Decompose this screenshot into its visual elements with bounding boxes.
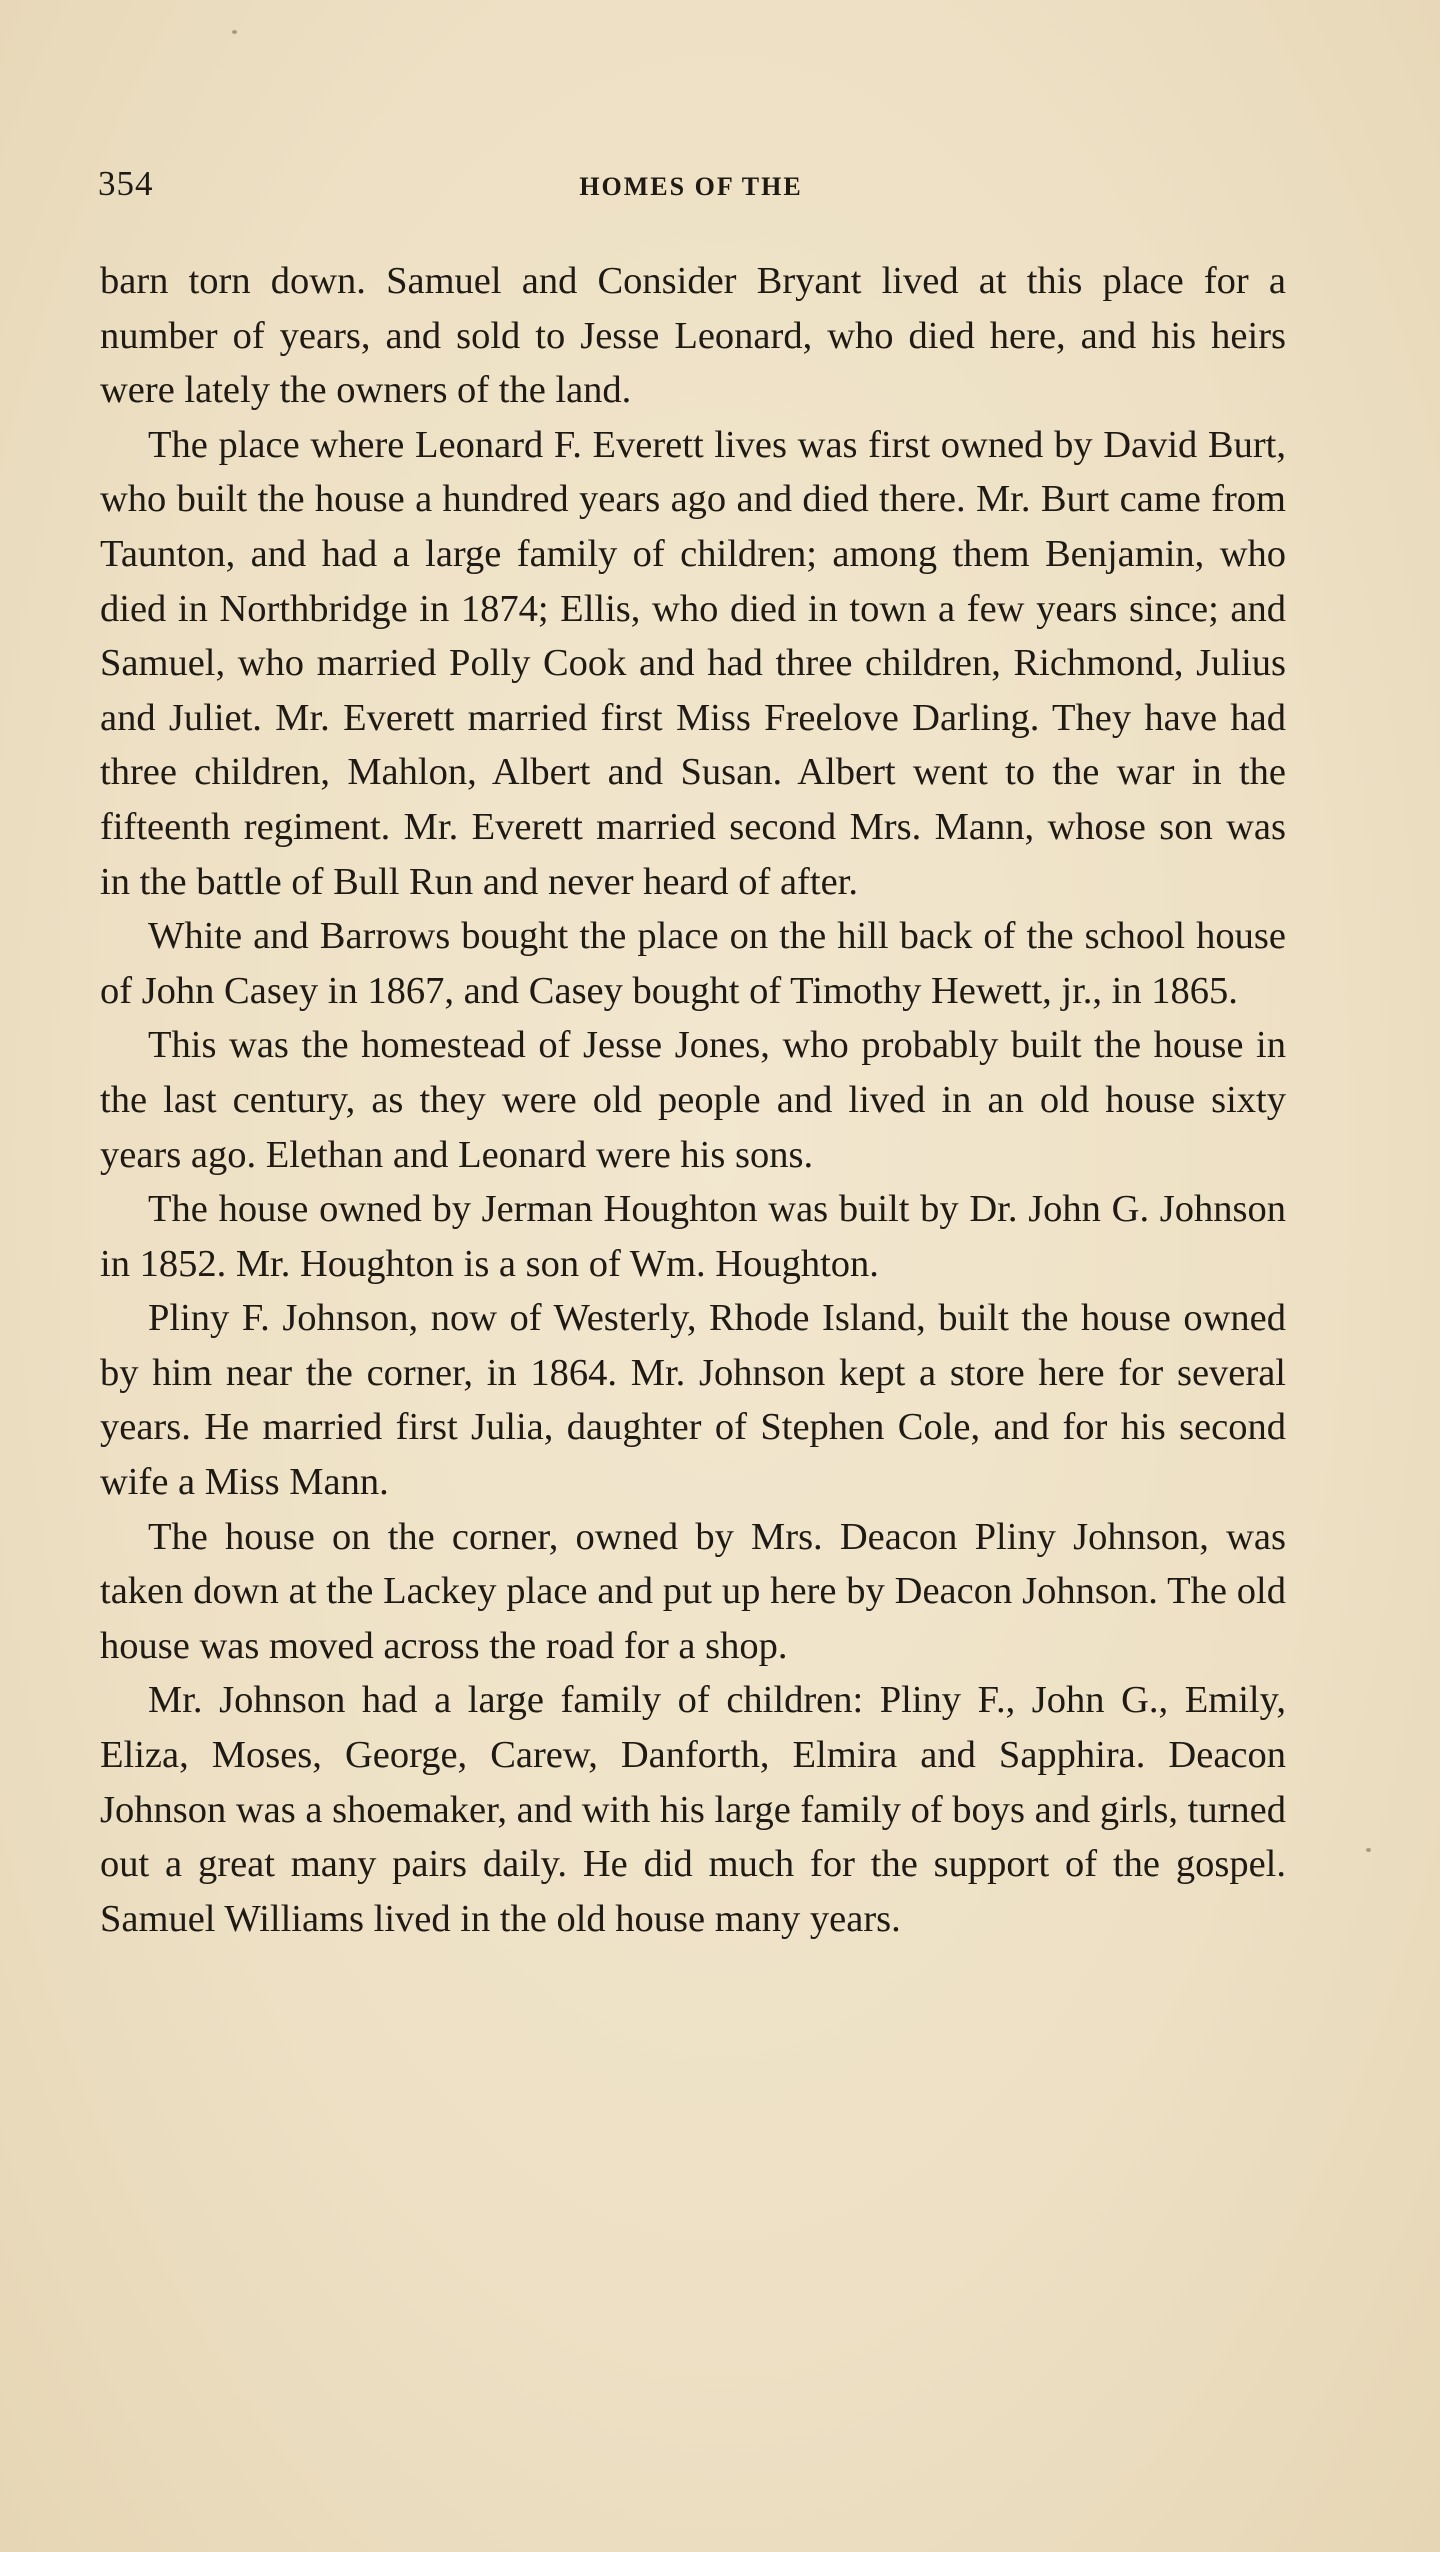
body-text: [100, 254, 1286, 1946]
running-head: [98, 164, 1284, 212]
paragraph: Pliny F. Johnson, now of Westerly, Rhode Island, built the house owned by him near the corner, in 1864. Mr. Johnson kept a store here for several years. He married first Julia, daughter of Stephen Cole, and for his second wife a Miss Mann.: [100, 1297, 1286, 1504]
paragraph: barn torn down. Samuel and Consider Bryant lived at this place for a number of years, and sold to Jesse Leonard, who died here, and his heirs were lately the owners of the land.: [100, 260, 1286, 412]
running-head-title: HOMES OF THE: [579, 172, 803, 201]
paper-speck: [1366, 1848, 1371, 1852]
paragraph: Mr. Johnson had a large family of children: Pliny F., John G., Emily, Eliza, Moses, George, Carew, Danforth, Elmira and Sapphira. Deacon Johnson was a shoemaker, and with his large family of boys and girls, turned out a great many pairs daily. He did much for the support of the gospel. Samuel Williams lived in the old house many years.: [100, 1679, 1286, 1940]
paragraph: The house owned by Jerman Houghton was built by Dr. John G. Johnson in 1852. Mr. Houghton is a son of Wm. Houghton.: [100, 1188, 1286, 1285]
paragraph: The place where Leonard F. Everett lives was first owned by David Burt, who built the house a hundred years ago and died there. Mr. Burt came from Taunton, and had a large family of children; among them Benjamin, who died in Northbridge in 1874; Ellis, who died in town a few years since; and Samuel, who married Polly Cook and had three children, Richmond, Julius and Juliet. Mr. Everett married first Miss Freelove Darling. They have had three children, Mahlon, Albert and Susan. Albert went to the war in the fifteenth regiment. Mr. Everett married second Mrs. Mann, whose son was in the battle of Bull Run and never heard of after.: [100, 423, 1286, 903]
page-number: 354: [98, 164, 154, 203]
paragraph: This was the homestead of Jesse Jones, who probably built the house in the last century, as they were old people and lived in an old house sixty years ago. Elethan and Leonard were his sons.: [100, 1024, 1286, 1176]
paper-speck: [232, 30, 237, 34]
paragraph: White and Barrows bought the place on the hill back of the school house of John Casey in 1867, and Casey bought of Timothy Hewett, jr., in 1865.: [100, 915, 1286, 1012]
paragraph: The house on the corner, owned by Mrs. Deacon Pliny Johnson, was taken down at the Lackey place and put up here by Deacon Johnson. The old house was moved across the road for a shop.: [100, 1515, 1286, 1667]
